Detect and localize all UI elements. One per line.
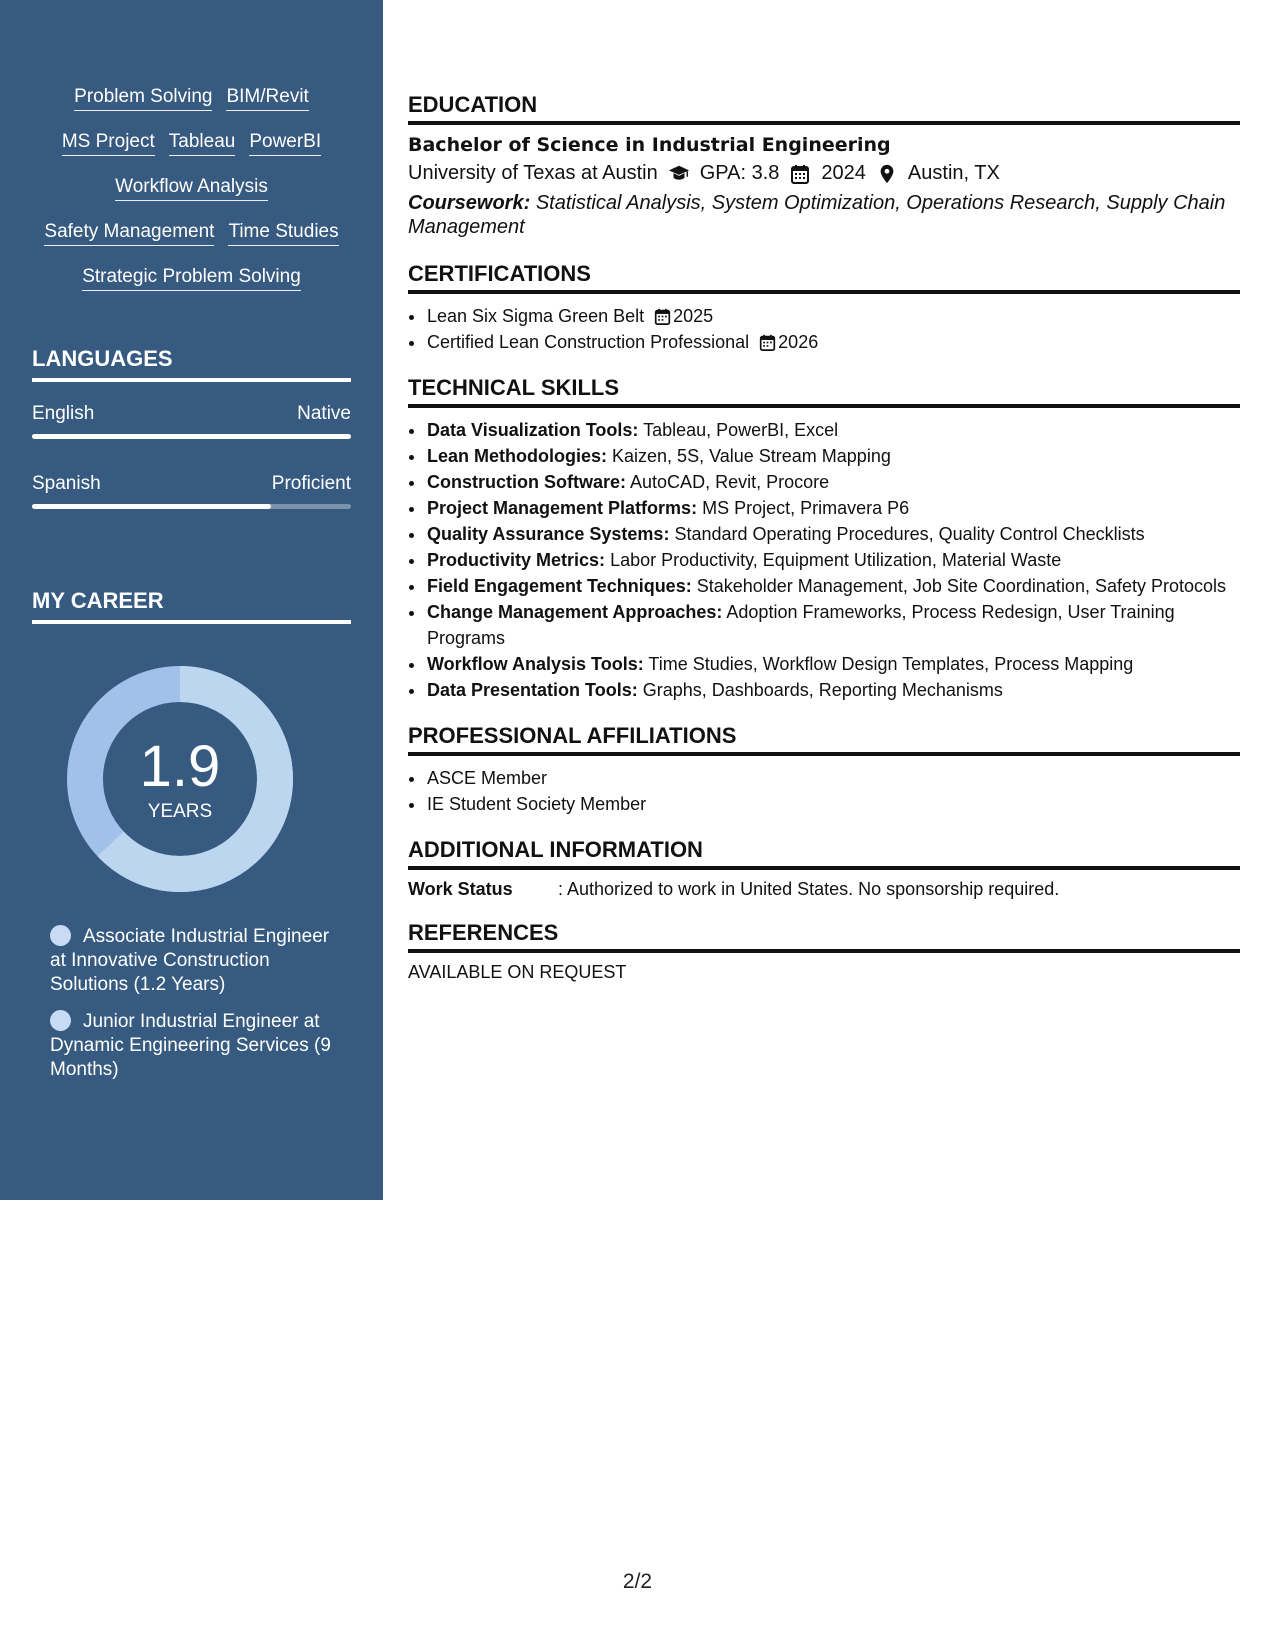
work-status-row [408,879,1240,900]
technical-skill-item [426,573,1240,599]
technical-skills-list [408,417,1240,703]
certifications-section [408,261,1240,355]
technical-skill-item [426,495,1240,521]
education-meta [408,162,1240,185]
language-name: Spanish [32,473,101,494]
technical-skill-label: Data Presentation Tools: [427,680,638,700]
technical-skill-item [426,547,1240,573]
career-years-value: 1.9 [139,734,221,799]
skill-tag: Tableau [169,131,236,156]
language-bar [32,504,351,509]
graduation-year: 2024 [821,162,866,184]
technical-skill-value: MS Project, Primavera P6 [702,498,910,518]
career-item-text: Junior Industrial Engineer at Dynamic Engineering Services (9 Months) [50,1011,331,1080]
languages-heading: LANGUAGES [32,346,351,382]
references-section [408,920,1240,983]
affiliations-list [408,765,1240,817]
calendar-icon [654,308,671,325]
career-years-unit: YEARS [147,801,213,822]
certifications-list [408,303,1240,355]
skill-tag: Strategic Problem Solving [82,266,301,291]
gpa: GPA: 3.8 [699,162,780,184]
technical-skills-section [408,375,1240,703]
career-item [50,925,340,997]
skills-row [0,221,383,246]
technical-skill-label: Productivity Metrics: [427,550,606,570]
career-list [50,925,340,1095]
skill-tag: BIM/Revit [226,86,308,111]
language-bar-fill [32,434,351,439]
donut-center [62,661,298,897]
graduation-cap-icon [668,164,690,184]
technical-skill-item [426,651,1240,677]
coursework [408,191,1240,239]
certifications-heading: CERTIFICATIONS [408,261,1240,294]
technical-skill-value: Adoption Frameworks, Process Redesign, User Training Programs [427,602,1175,648]
technical-skill-label: Project Management Platforms: [427,498,698,518]
language-bar-fill [32,504,271,509]
certification-year: 2025 [673,306,714,326]
references-heading: REFERENCES [408,920,1240,953]
page-number: 2/2 [622,1570,653,1593]
technical-skill-label: Lean Methodologies: [427,446,607,466]
language-name: English [32,403,95,424]
language-english [32,403,351,439]
certification-name: Lean Six Sigma Green Belt [427,306,645,326]
skill-tag: Problem Solving [74,86,212,111]
technical-skill-item [426,469,1240,495]
language-level: Proficient [271,473,351,494]
coursework-label: Coursework: [408,192,531,214]
list-item: • IE Student Society Member [426,791,1240,817]
bullet-dot-icon [50,925,71,946]
career-item-text: Associate Industrial Engineer at Innovative Construction Solutions (1.2 Years) [50,926,330,995]
technical-skill-item [426,417,1240,443]
technical-skill-item [426,677,1240,703]
language-level: Native [297,403,351,424]
education-heading: EDUCATION [408,92,1240,125]
calendar-icon [789,164,811,184]
skills-row [0,176,383,201]
language-spanish [32,473,351,509]
skill-tag: Time Studies [228,221,338,246]
career-heading: MY CAREER [32,588,351,624]
skill-tag: PowerBI [249,131,321,156]
skill-tag: Safety Management [44,221,214,246]
technical-skills-heading: TECHNICAL SKILLS [408,375,1240,408]
language-bar [32,434,351,439]
technical-skill-label: Workflow Analysis Tools: [427,654,644,674]
skills-row [0,86,383,111]
technical-skill-label: Data Visualization Tools: [427,420,639,440]
work-status-label: Work Status [408,879,513,899]
skill-tag: Workflow Analysis [115,176,268,201]
skill-tag: MS Project [62,131,155,156]
skills-row [0,131,383,156]
bullet-dot-icon [50,1010,71,1031]
technical-skill-item [426,443,1240,469]
technical-skill-value: Labor Productivity, Equipment Utilization, Material Waste [610,550,1062,570]
technical-skill-item [426,599,1240,651]
technical-skill-label: Field Engagement Techniques: [427,576,692,596]
technical-skill-label: Change Management Approaches: [427,602,723,622]
career-item [50,1010,340,1082]
technical-skill-item [426,521,1240,547]
references-text: AVAILABLE ON REQUEST [408,962,627,982]
technical-skill-value: Kaizen, 5S, Value Stream Mapping [612,446,891,466]
additional-info-heading: ADDITIONAL INFORMATION [408,837,1240,870]
university-name: University of Texas at Austin [408,162,658,184]
affiliations-heading: PROFESSIONAL AFFILIATIONS [408,723,1240,756]
technical-skill-value: Standard Operating Procedures, Quality Control Checklists [674,524,1145,544]
certification-name: Certified Lean Construction Professional [427,332,750,352]
education-section [408,92,1240,239]
technical-skill-label: Quality Assurance Systems: [427,524,670,544]
certification-year: 2026 [778,332,819,352]
technical-skill-value: Graphs, Dashboards, Reporting Mechanisms [642,680,1003,700]
main-content [408,92,1240,983]
affiliations-section [408,723,1240,817]
technical-skill-value: Tableau, PowerBI, Excel [643,420,839,440]
certification-item [426,303,1240,329]
location: Austin, TX [907,162,1000,184]
work-status-value: : Authorized to work in United States. No sponsorship required. [558,879,1060,899]
list-item: • ASCE Member [426,765,1240,791]
coursework-list: Statistical Analysis, System Optimization, Operations Research, Supply Chain Management [408,192,1226,238]
technical-skill-value: AutoCAD, Revit, Procore [630,472,830,492]
sidebar [0,0,383,1200]
technical-skill-value: Time Studies, Workflow Design Templates, Process Mapping [648,654,1134,674]
technical-skill-value: Stakeholder Management, Job Site Coordination, Safety Protocols [696,576,1227,596]
additional-info-section [408,837,1240,900]
location-pin-icon [876,164,898,184]
certification-item [426,329,1240,355]
calendar-icon [759,334,776,351]
skills-row [0,266,383,291]
degree-title: Bachelor of Science in Industrial Engineering [408,134,891,156]
technical-skill-label: Construction Software: [427,472,627,492]
